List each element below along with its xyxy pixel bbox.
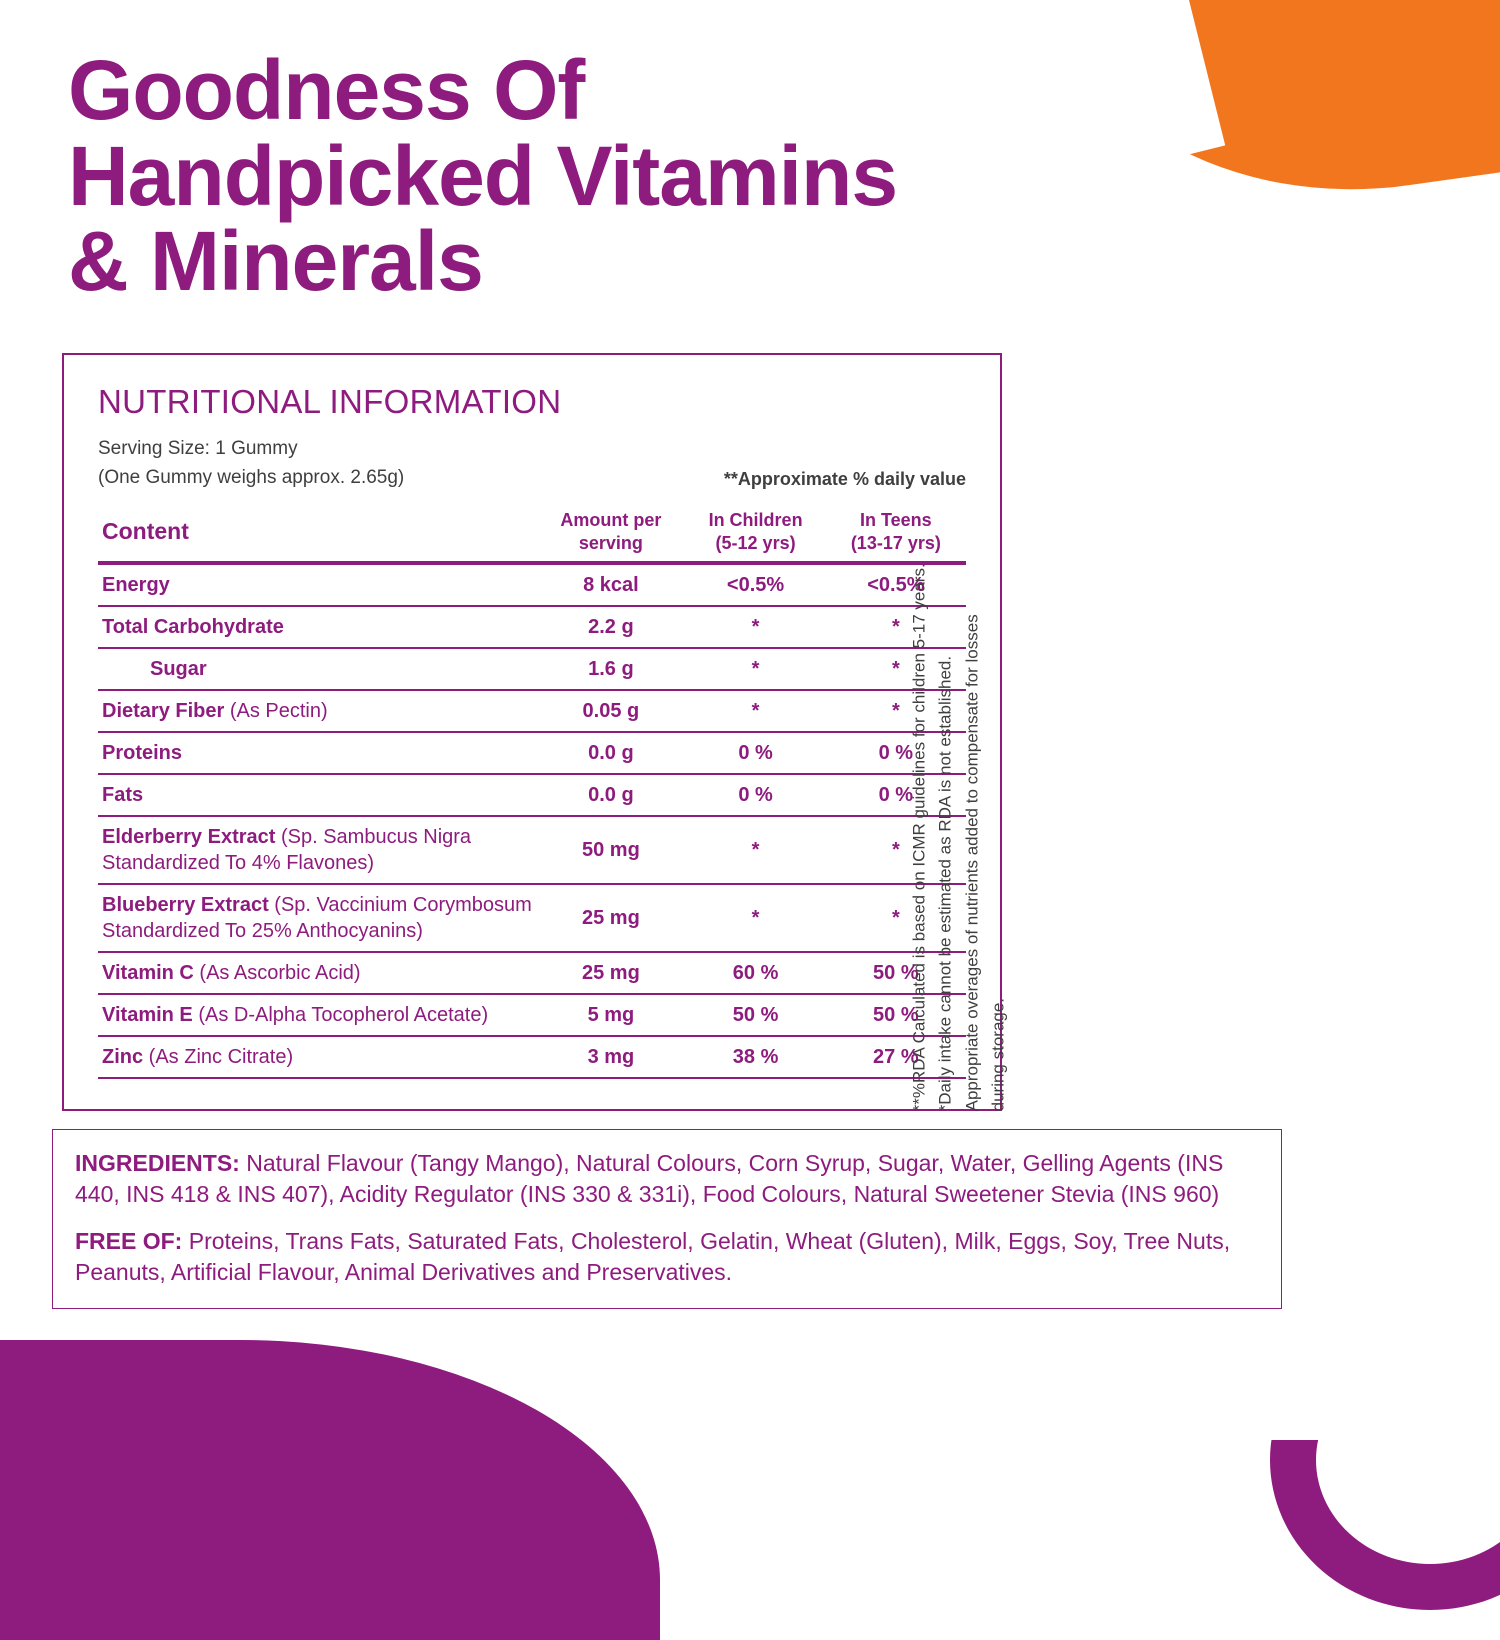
nutrient-amount: 50 mg bbox=[536, 816, 685, 884]
table-row bbox=[98, 690, 966, 732]
serving-info bbox=[98, 435, 404, 492]
nutrient-amount: 25 mg bbox=[536, 952, 685, 994]
column-header-amount bbox=[536, 502, 685, 563]
table-row bbox=[98, 563, 966, 606]
rda-side-note bbox=[909, 353, 1110, 1112]
nutrient-name: Zinc (As Zinc Citrate) bbox=[98, 1036, 536, 1078]
nutrient-name: Dietary Fiber (As Pectin) bbox=[98, 690, 536, 732]
column-header-children-line2: (5-12 yrs) bbox=[715, 532, 796, 553]
daily-value-note: **Approximate % daily value bbox=[723, 469, 966, 490]
nutrition-title: NUTRITIONAL INFORMATION bbox=[98, 383, 562, 421]
nutrient-teens-value: 50 % bbox=[826, 994, 966, 1036]
page-title bbox=[0, 0, 1468, 309]
serving-size: Serving Size: 1 Gummy bbox=[98, 438, 298, 460]
column-header-teens bbox=[826, 502, 966, 563]
nutrient-teens-value: 50 % bbox=[826, 952, 966, 994]
nutrient-amount: 2.2 g bbox=[536, 606, 685, 648]
nutrient-amount: 8 kcal bbox=[536, 563, 685, 606]
nutrient-teens-value: <0.5% bbox=[826, 563, 966, 606]
headline-line-2: Handpicked Vitamins bbox=[68, 128, 898, 223]
table-row bbox=[98, 732, 966, 774]
nutrient-children-value: * bbox=[685, 884, 825, 952]
nutrient-teens-value: * bbox=[826, 648, 966, 690]
column-header-children-line1: In Children bbox=[708, 510, 803, 531]
ingredients-label: INGREDIENTS: bbox=[75, 1150, 240, 1177]
nutrient-name-detail: (As Zinc Citrate) bbox=[143, 1046, 294, 1069]
nutrient-amount: 0.05 g bbox=[536, 690, 685, 732]
nutrient-children-value: * bbox=[685, 690, 825, 732]
table-row bbox=[98, 606, 966, 648]
nutrient-name-detail: (As Ascorbic Acid) bbox=[193, 962, 361, 985]
column-header-teens-line1: In Teens bbox=[860, 510, 932, 531]
nutrient-teens-value: * bbox=[826, 606, 966, 648]
decorative-corner-mask bbox=[1260, 1240, 1500, 1440]
table-header-row bbox=[98, 502, 966, 563]
nutrition-table bbox=[98, 502, 966, 1079]
rda-note-line-4: during storage. bbox=[988, 997, 1008, 1112]
rda-note-line-1: **%RDA Calculated is based on ICMR guidelines for children 5-17 years. bbox=[909, 562, 929, 1112]
decorative-corner-purple-bottom-left bbox=[0, 1340, 660, 1640]
nutrient-teens-value: * bbox=[826, 816, 966, 884]
nutrient-amount: 5 mg bbox=[536, 994, 685, 1036]
nutrient-children-value: 60 % bbox=[685, 952, 825, 994]
nutrient-children-value: * bbox=[685, 816, 825, 884]
nutrient-children-value: 0 % bbox=[685, 774, 825, 816]
headline-line-3: & Minerals bbox=[68, 214, 483, 309]
table-row bbox=[98, 774, 966, 816]
nutrient-name: Vitamin C (As Ascorbic Acid) bbox=[98, 952, 536, 994]
free-of-text: Proteins, Trans Fats, Saturated Fats, Cholesterol, Gelatin, Wheat (Gluten), Milk, Eggs, Soy, Tree Nuts, Peanuts, Artificial Flavour, Animal Derivatives and Preservatives. bbox=[75, 1228, 1231, 1286]
ingredients-box bbox=[52, 1129, 1282, 1309]
nutrient-name-detail: (As D-Alpha Tocopherol Acetate) bbox=[192, 1004, 489, 1027]
nutrient-amount: 0.0 g bbox=[536, 774, 685, 816]
column-header-children bbox=[685, 502, 825, 563]
column-header-amount-line1: Amount per bbox=[560, 510, 662, 531]
table-row bbox=[98, 648, 966, 690]
headline-line-1: Goodness Of bbox=[68, 43, 585, 137]
nutrient-name-detail: (As Pectin) bbox=[224, 700, 328, 723]
nutrient-children-value: * bbox=[685, 648, 825, 690]
nutrient-name: Fats bbox=[98, 774, 536, 816]
free-of-label: FREE OF: bbox=[75, 1228, 183, 1255]
ingredients-paragraph bbox=[75, 1148, 1259, 1210]
nutrient-name: Energy bbox=[98, 563, 536, 606]
nutrient-amount: 0.0 g bbox=[536, 732, 685, 774]
rda-note-line-3: Appropriate overages of nutrients added to compensate for losses bbox=[962, 613, 982, 1112]
serving-row bbox=[98, 435, 966, 492]
nutrient-name: Proteins bbox=[98, 732, 536, 774]
rda-note-line-2: *Daily intake cannot be estimated as RDA is not established. bbox=[935, 655, 955, 1112]
nutrient-teens-value: 0 % bbox=[826, 774, 966, 816]
nutrient-amount: 1.6 g bbox=[536, 648, 685, 690]
nutrient-name-detail: (Sp. Sambucus Nigra Standardized To 4% Flavones) bbox=[102, 826, 472, 875]
nutrient-children-value: 0 % bbox=[685, 732, 825, 774]
table-row bbox=[98, 952, 966, 994]
nutrient-children-value: 38 % bbox=[685, 1036, 825, 1078]
nutrient-teens-value: 0 % bbox=[826, 732, 966, 774]
nutrient-children-value: 50 % bbox=[685, 994, 825, 1036]
column-header-content: Content bbox=[98, 502, 536, 563]
free-of-paragraph bbox=[75, 1226, 1259, 1288]
nutrient-name-detail: (Sp. Vaccinium Corymbosum Standardized To 25% Anthocyanins) bbox=[102, 894, 532, 943]
rda-side-note-text bbox=[907, 563, 1012, 1111]
nutrient-teens-value: * bbox=[826, 690, 966, 732]
column-header-teens-line2: (13-17 yrs) bbox=[850, 532, 941, 553]
nutrient-name: Blueberry Extract (Sp. Vaccinium Corymbosum Standardized To 25% Anthocyanins) bbox=[98, 884, 536, 952]
ingredients-text: Natural Flavour (Tangy Mango), Natural Colours, Corn Syrup, Sugar, Water, Gelling Agents (INS 440, INS 418 & INS 407), Acidity Regulator (INS 330 & 331i), Food Colours, Natural Sweetener Stevia (INS 960) bbox=[75, 1150, 1224, 1208]
column-header-amount-line2: serving bbox=[578, 532, 643, 553]
nutritional-information-box bbox=[62, 353, 1002, 1111]
nutrient-name: Vitamin E (As D-Alpha Tocopherol Acetate) bbox=[98, 994, 536, 1036]
nutrient-amount: 25 mg bbox=[536, 884, 685, 952]
nutrient-children-value: <0.5% bbox=[685, 563, 825, 606]
table-row bbox=[98, 994, 966, 1036]
nutrient-name: Sugar bbox=[98, 648, 536, 690]
nutrient-name: Elderberry Extract (Sp. Sambucus Nigra Standardized To 4% Flavones) bbox=[98, 816, 536, 884]
table-row bbox=[98, 884, 966, 952]
nutrient-children-value: * bbox=[685, 606, 825, 648]
table-row bbox=[98, 1036, 966, 1078]
nutrient-name: Total Carbohydrate bbox=[98, 606, 536, 648]
serving-weight: (One Gummy weighs approx. 2.65g) bbox=[98, 466, 405, 488]
nutrient-teens-value: * bbox=[826, 884, 966, 952]
table-row bbox=[98, 816, 966, 884]
nutrition-panel bbox=[62, 353, 1112, 1111]
nutrient-amount: 3 mg bbox=[536, 1036, 685, 1078]
nutrition-table-body bbox=[98, 563, 966, 1078]
nutrient-teens-value: 27 % bbox=[826, 1036, 966, 1078]
